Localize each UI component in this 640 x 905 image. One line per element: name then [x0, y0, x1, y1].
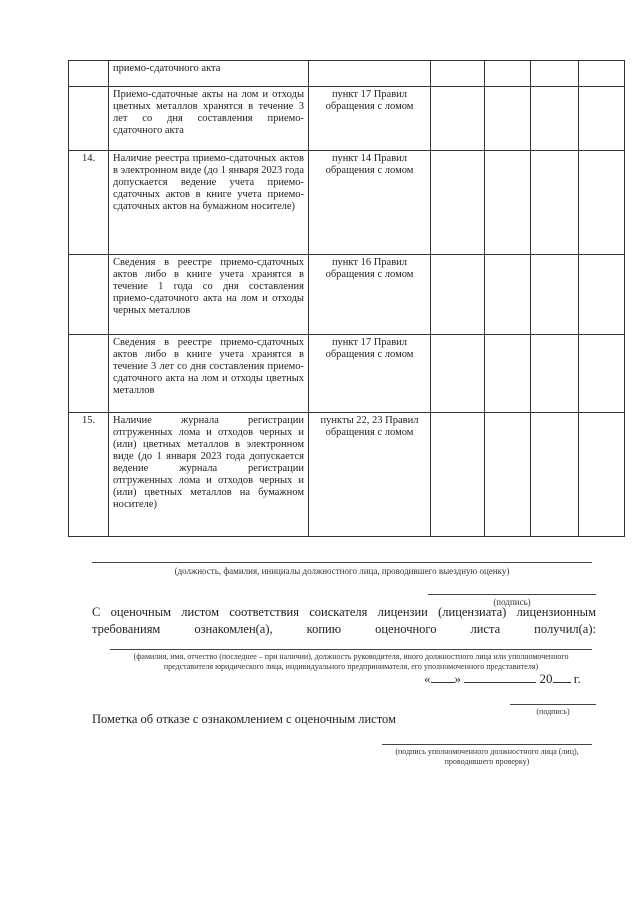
requirements-table	[68, 60, 625, 537]
requirement-text: приемо-сдаточного акта	[109, 61, 309, 87]
acquaintance-statement: С оценочным листом соответствия соискателя лицензии (лицензиата) лицензионным требованиям ознакомлен(а), копию оценочного листа получил(а):	[92, 605, 596, 636]
legal-reference	[309, 61, 431, 87]
legal-reference: пункт 17 Правил обращения с ломом	[309, 87, 431, 151]
empty-cell	[485, 61, 531, 87]
position-signature-line	[92, 562, 592, 563]
date-close-quote: »	[454, 671, 461, 686]
table-row	[69, 61, 625, 87]
empty-cell	[431, 413, 485, 537]
person-caption: (фамилия, имя, отчество (последнее – при наличии), должность руководителя, иного должностного лица или уполномоченного представителя юридического лица, индивидуального предпринимателя, его уполномоченного представителя)	[133, 652, 569, 671]
inspector-signature-line	[428, 594, 596, 595]
table-row	[69, 87, 625, 151]
empty-cell	[579, 61, 625, 87]
table-row	[69, 255, 625, 335]
requirement-text: Наличие реестра приемо-сдаточных актов в электронном виде (до 1 января 2023 года допускается ведение учета приемо-сдаточных актов в книге учета приемо-сдаточных актов на бумажном носителе)	[109, 151, 309, 255]
row-number	[69, 61, 109, 87]
empty-cell	[485, 335, 531, 413]
refusal-sign-caption: (подпись уполномоченного должностного лица (лиц), проводившего проверку)	[395, 747, 579, 766]
acquaintance-sign-caption: (подпись)	[536, 707, 570, 716]
empty-cell	[579, 87, 625, 151]
empty-cell	[531, 335, 579, 413]
acquaintance-date	[424, 670, 581, 687]
empty-cell	[485, 413, 531, 537]
empty-cell	[579, 413, 625, 537]
empty-cell	[431, 151, 485, 255]
empty-cell	[579, 335, 625, 413]
requirement-text: Сведения в реестре приемо-сдаточных актов либо в книге учета хранятся в течение 3 лет со дня составления приемо-сдаточного акта на лом и отходы цветных металлов	[109, 335, 309, 413]
date-year-blank[interactable]	[553, 670, 571, 683]
row-number	[69, 335, 109, 413]
empty-cell	[485, 255, 531, 335]
acquaintance-signature-line	[510, 704, 596, 705]
row-number: 15.	[69, 413, 109, 537]
legal-reference: пункт 16 Правил обращения с ломом	[309, 255, 431, 335]
legal-reference: пункт 14 Правил обращения с ломом	[309, 151, 431, 255]
date-suffix: г.	[573, 671, 581, 686]
empty-cell	[485, 151, 531, 255]
empty-cell	[431, 61, 485, 87]
empty-cell	[579, 255, 625, 335]
position-caption: (должность, фамилия, инициалы должностного лица, проводившего выездную оценку)	[174, 566, 510, 576]
empty-cell	[431, 335, 485, 413]
empty-cell	[579, 151, 625, 255]
empty-cell	[485, 87, 531, 151]
date-open-quote: «	[424, 671, 431, 686]
table-row	[69, 335, 625, 413]
requirement-text: Сведения в реестре приемо-сдаточных актов либо в книге учета хранятся в течение 1 года со дня составления приемо-сдаточного акта на лом и отходы черных металлов	[109, 255, 309, 335]
row-number	[69, 255, 109, 335]
date-month-blank[interactable]	[464, 670, 536, 683]
row-number: 14.	[69, 151, 109, 255]
empty-cell	[431, 87, 485, 151]
empty-cell	[531, 61, 579, 87]
inspector-sign-caption: (подпись)	[493, 597, 531, 607]
legal-reference: пункт 17 Правил обращения с ломом	[309, 335, 431, 413]
empty-cell	[531, 413, 579, 537]
empty-cell	[531, 87, 579, 151]
person-line	[110, 649, 592, 650]
empty-cell	[431, 255, 485, 335]
table-row	[69, 151, 625, 255]
date-day-blank[interactable]	[431, 670, 455, 683]
date-year-prefix: 20	[539, 671, 553, 686]
table-row	[69, 413, 625, 537]
empty-cell	[531, 151, 579, 255]
legal-reference: пункты 22, 23 Правил обращения с ломом	[309, 413, 431, 537]
empty-cell	[531, 255, 579, 335]
refusal-signature-line	[382, 744, 592, 745]
refusal-label: Пометка об отказе с ознакомлением с оценочным листом	[92, 712, 396, 726]
requirement-text: Наличие журнала регистрации отгруженных лома и отходов черных и (или) цветных металлов в электронном виде (до 1 января 2023 года допускается ведение журнала регистрации отгруженных лома и отходов черных и (или) цветных металлов на бумажном носителе)	[109, 413, 309, 537]
row-number	[69, 87, 109, 151]
requirement-text: Приемо-сдаточные акты на лом и отходы цветных металлов хранятся в течение 3 лет со дня составления приемо-сдаточного акта	[109, 87, 309, 151]
